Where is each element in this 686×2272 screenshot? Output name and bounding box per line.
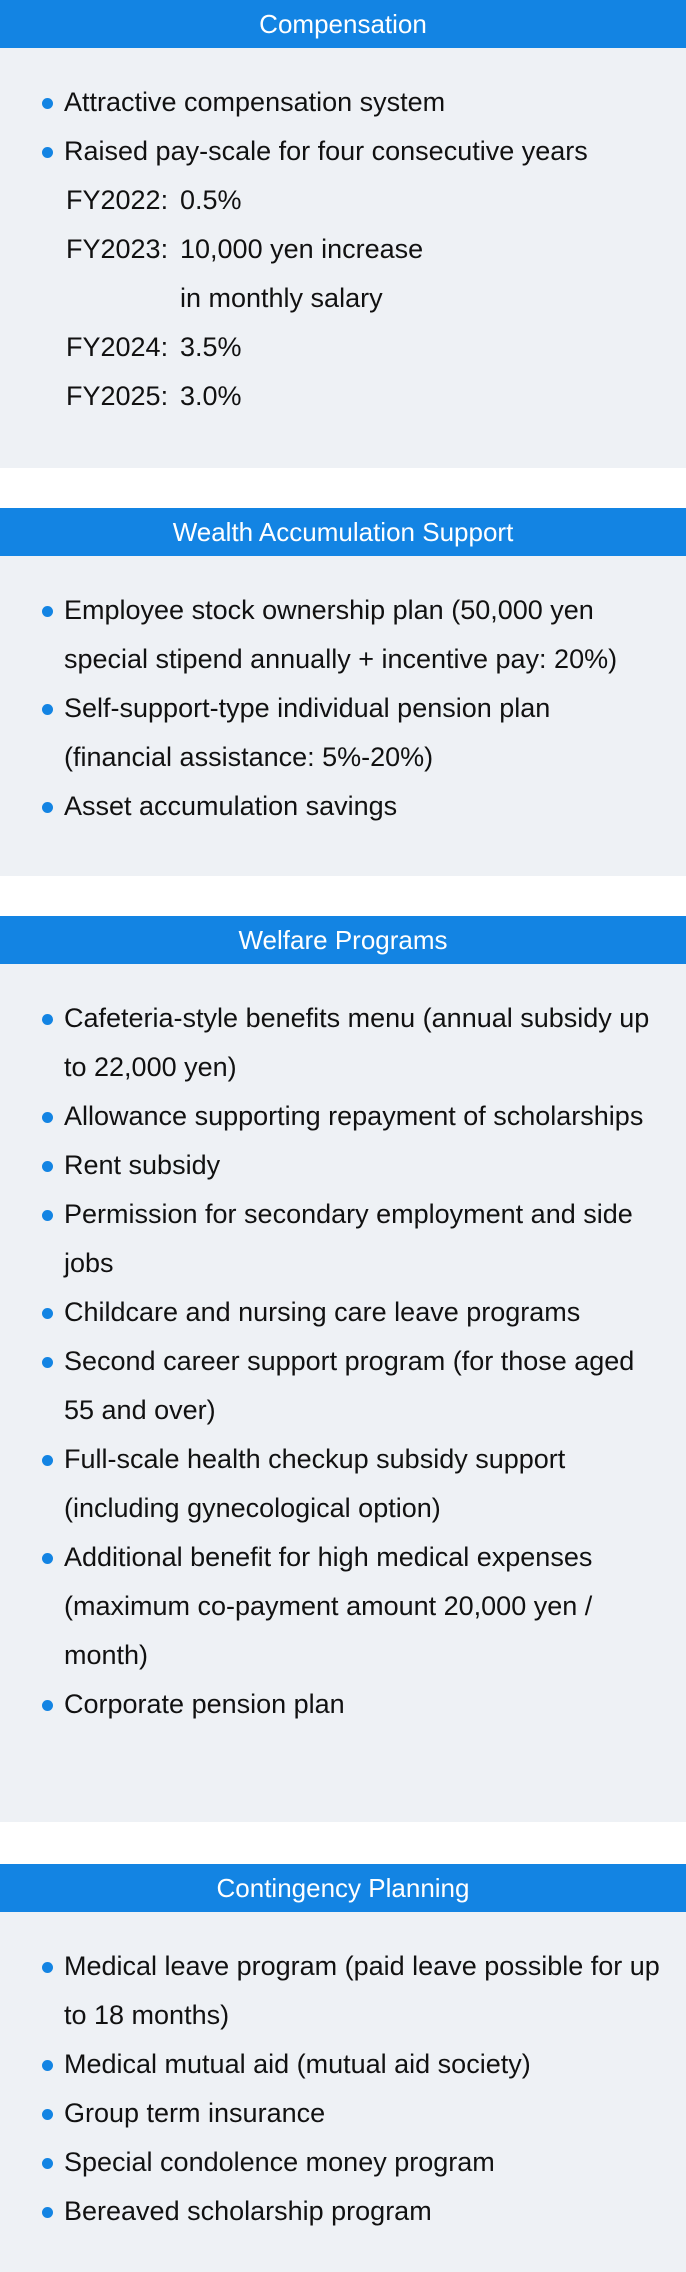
bullet-icon (42, 2060, 53, 2071)
bullet-icon (42, 1161, 53, 1172)
list-item-text: Rent subsidy (64, 1150, 221, 1180)
list-item (64, 1190, 686, 1288)
list-item-text: Medical mutual aid (mutual aid society) (64, 2049, 531, 2079)
list-item (64, 1680, 686, 1729)
list-item-text: Childcare and nursing care leave programs (64, 1297, 581, 1327)
list-item (64, 2040, 686, 2089)
section-content (0, 556, 686, 831)
list-item (64, 994, 686, 1092)
pay-history-continuation (66, 274, 686, 323)
section-welfare-programs (0, 916, 686, 1822)
bullet-icon (42, 2207, 53, 2218)
section-compensation (0, 0, 686, 468)
list-item (64, 1435, 686, 1533)
pay-value: 3.0% (180, 381, 242, 411)
section-content (0, 48, 686, 421)
pay-value: 3.5% (180, 332, 242, 362)
list-item (64, 1533, 686, 1680)
bullet-icon (42, 2158, 53, 2169)
bullet-icon (42, 606, 53, 617)
pay-value-continuation: in monthly salary (180, 283, 383, 313)
list-item (64, 2187, 686, 2236)
bullet-icon (42, 802, 53, 813)
pay-year: FY2024: (66, 332, 169, 362)
list-item-text: Raised pay-scale for four consecutive years (64, 136, 588, 166)
section-content (0, 964, 686, 1729)
list-item (64, 1288, 686, 1337)
list-item-text: Full-scale health checkup subsidy support (including gynecological option) (64, 1444, 566, 1523)
pay-value: 0.5% (180, 185, 242, 215)
list-item-text: Medical leave program (paid leave possible for up to 18 months) (64, 1951, 660, 2030)
bullet-icon (42, 2109, 53, 2120)
list-item (64, 1337, 686, 1435)
list-item-text: Group term insurance (64, 2098, 326, 2128)
section-content (0, 1912, 686, 2236)
list-item-text: Corporate pension plan (64, 1689, 345, 1719)
bullet-icon (42, 1962, 53, 1973)
section-contingency-planning (0, 1864, 686, 2272)
list-item-text: Self-support-type individual pension plan (financial assistance: 5%-20%) (64, 693, 551, 772)
bullet-icon (42, 1308, 53, 1319)
list-item-text: Second career support program (for those aged 55 and over) (64, 1346, 635, 1425)
list-item-text: Attractive compensation system (64, 87, 446, 117)
list-item (64, 127, 686, 176)
section-title: Contingency Planning (0, 1864, 686, 1912)
bullet-icon (42, 1210, 53, 1221)
list-item-text: Allowance supporting repayment of scholarships (64, 1101, 644, 1131)
pay-value: 10,000 yen increase (180, 234, 424, 264)
bullet-icon (42, 1455, 53, 1466)
list-item (64, 2138, 686, 2187)
list-item (64, 586, 686, 684)
list-item (64, 1141, 686, 1190)
section-title: Welfare Programs (0, 916, 686, 964)
section-wealth-accumulation (0, 508, 686, 876)
section-title: Wealth Accumulation Support (0, 508, 686, 556)
list-item-text: Additional benefit for high medical expenses (maximum co-payment amount 20,000 yen / month) (64, 1542, 593, 1670)
pay-history-row (66, 323, 686, 372)
bullet-icon (42, 98, 53, 109)
list-item (64, 782, 686, 831)
list-item (64, 2089, 686, 2138)
pay-history-row (66, 372, 686, 421)
list-item (64, 1942, 686, 2040)
list-item (64, 78, 686, 127)
bullet-icon (42, 704, 53, 715)
list-item-text: Bereaved scholarship program (64, 2196, 432, 2226)
list-item-text: Special condolence money program (64, 2147, 495, 2177)
bullet-icon (42, 1700, 53, 1711)
pay-year: FY2023: (66, 234, 169, 264)
list-item-text: Employee stock ownership plan (50,000 yen special stipend annually + incentive pay: 20%) (64, 595, 618, 674)
list-item-text: Permission for secondary employment and side jobs (64, 1199, 633, 1278)
bullet-icon (42, 1112, 53, 1123)
list-item (64, 1092, 686, 1141)
bullet-icon (42, 147, 53, 158)
bullet-icon (42, 1553, 53, 1564)
section-title: Compensation (0, 0, 686, 48)
list-item-text: Asset accumulation savings (64, 791, 398, 821)
bullet-icon (42, 1357, 53, 1368)
pay-year: FY2025: (66, 381, 169, 411)
list-item-text: Cafeteria-style benefits menu (annual subsidy up to 22,000 yen) (64, 1003, 650, 1082)
bullet-icon (42, 1014, 53, 1025)
pay-year: FY2022: (66, 185, 169, 215)
list-item (64, 684, 686, 782)
pay-history-row (66, 225, 686, 274)
pay-history-row (66, 176, 686, 225)
